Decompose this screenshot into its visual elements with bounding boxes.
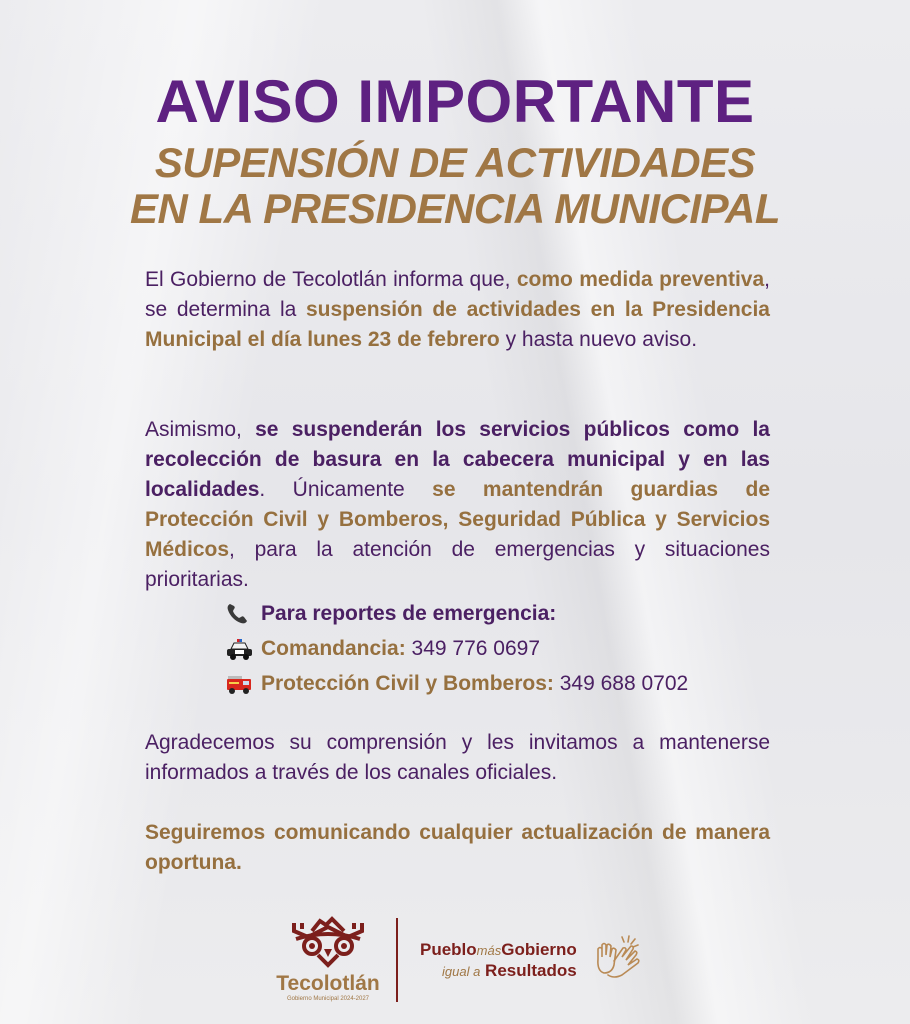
- slogan-line-1: [420, 940, 577, 961]
- text: Asimismo,: [145, 418, 256, 441]
- telephone-icon: [225, 602, 253, 626]
- contact-phone[interactable]: 349 688 0702: [559, 672, 689, 695]
- paragraph-services: [145, 415, 770, 595]
- subtitle-line-2: EN LA PRESIDENCIA MUNICIPAL: [130, 185, 780, 232]
- slogan-word: Gobierno: [501, 940, 577, 959]
- contact-label: Comandancia:: [261, 637, 406, 660]
- fire-engine-icon: [225, 672, 253, 696]
- highlight-text: se mantendrán guardias de Protección Civil y Bomberos, Seguridad Pública y Servicios Médicos: [145, 478, 770, 561]
- contact-item: [225, 631, 688, 666]
- footer-divider: [396, 918, 398, 1002]
- page-title: AVISO IMPORTANTE: [155, 68, 755, 135]
- slogan-word: más: [476, 943, 502, 958]
- contact-item: [225, 666, 688, 701]
- owl-emblem-icon: [288, 915, 368, 969]
- text: El Gobierno de Tecolotlán informa que,: [145, 268, 517, 291]
- logo-subtitle: Gobierno Municipal 2024-2027: [286, 996, 370, 1002]
- contact-label: Protección Civil y Bomberos:: [261, 672, 554, 695]
- text: . Únicamente: [259, 478, 433, 501]
- page-subtitle: [0, 140, 910, 232]
- paragraph-closing: Seguiremos comunicando cualquier actualización de manera oportuna.: [145, 821, 770, 874]
- slogan-word: Pueblo: [420, 940, 477, 959]
- police-car-icon: [225, 637, 253, 661]
- text: , se determina la: [145, 268, 771, 321]
- slogan-word: igual a: [442, 964, 481, 979]
- clapping-hands-icon: [592, 935, 644, 981]
- logo-name: Tecolotlán: [276, 972, 380, 995]
- paragraph-thanks: Agradecemos su comprensión y les invitamos a mantenerse informados a través de los canales oficiales.: [145, 731, 770, 784]
- municipal-logo: [268, 915, 388, 1002]
- highlight-text: como medida preventiva: [516, 268, 765, 291]
- subtitle-line-1: SUPENSIÓN DE ACTIVIDADES: [154, 139, 756, 186]
- text: , para la atención de emergencias y situaciones prioritarias.: [145, 538, 770, 591]
- contact-phone[interactable]: 349 776 0697: [411, 637, 541, 660]
- text: y hasta nuevo aviso.: [499, 328, 698, 351]
- slogan-word: Resultados: [485, 961, 577, 980]
- highlight-text: suspensión de actividades en la Presidencia Municipal el día lunes 23 de febrero: [145, 298, 770, 351]
- slogan: [420, 940, 577, 982]
- contacts-heading: [225, 596, 688, 631]
- contacts-heading-text: Para reportes de emergencia:: [261, 602, 557, 625]
- highlight-text: se suspenderán los servicios públicos como la recolección de basura en la cabecera municipal y en las localidades: [145, 418, 770, 501]
- paragraph-announcement: [145, 265, 770, 355]
- emergency-contacts: [225, 596, 688, 701]
- slogan-line-2: [420, 961, 577, 982]
